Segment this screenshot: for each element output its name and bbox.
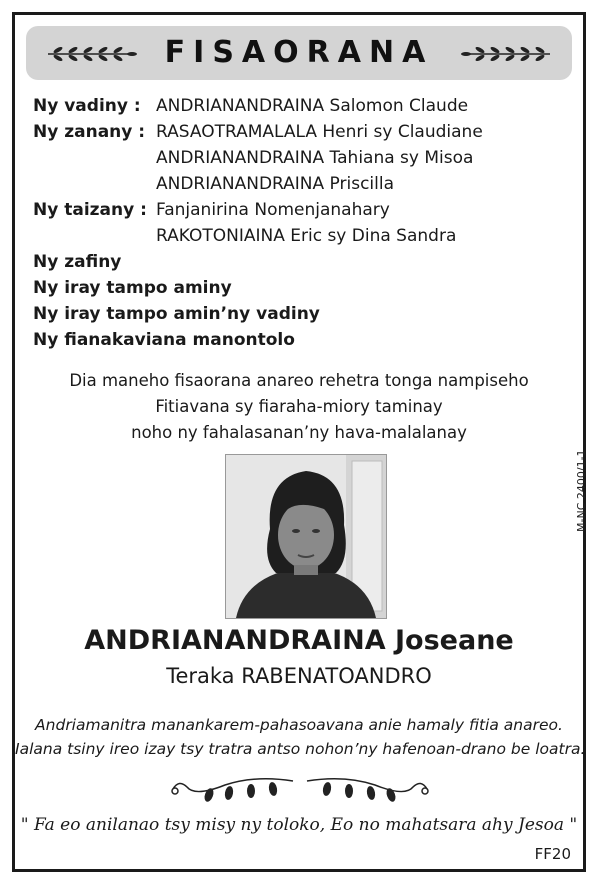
- prayer-line: Ialana tsiny ireo izay tsy tratra antso nohon’ny hafenoan-drano be loatra.: [15, 740, 586, 758]
- family-list: [33, 93, 573, 353]
- relatives-line: Ny fianakaviana manontolo: [33, 330, 295, 350]
- family-name: ANDRIANANDRAINA Priscilla: [156, 174, 395, 194]
- family-names: [156, 93, 573, 119]
- relatives-line: Ny iray tampo amin’ny vadiny: [33, 304, 320, 324]
- family-row-vadiny: [33, 93, 573, 119]
- family-name: ANDRIANANDRAINA Tahiana sy Misoa: [156, 148, 474, 168]
- family-label: Ny zanany :: [33, 122, 146, 142]
- thanks-line: Dia maneho fisaorana anareo rehetra tonga nampiseho: [69, 371, 529, 390]
- family-names: [156, 119, 573, 197]
- deceased-photo: [225, 454, 387, 619]
- bible-verse: " Fa eo anilanao tsy misy ny toloko, Eo no mahatsara ahy Jesoa ": [20, 815, 578, 835]
- notice-frame: [12, 12, 586, 872]
- family-name: ANDRIANANDRAINA Salomon Claude: [156, 96, 469, 116]
- prayer-paragraph: [15, 713, 586, 761]
- family-name: RASAOTRAMALALA Henri sy Claudiane: [156, 122, 483, 142]
- vine-ornament-icon: [165, 771, 435, 805]
- thanks-line: noho ny fahalasanan’ny hava-malalanay: [131, 423, 467, 442]
- thanks-line: Fitiavana sy fiaraha-miory taminay: [155, 397, 443, 416]
- laurel-branch-right-icon: [460, 46, 552, 62]
- family-label: Ny taizany :: [33, 200, 147, 220]
- relatives-line: Ny iray tampo aminy: [33, 278, 232, 298]
- family-row-zanany: [33, 119, 573, 197]
- thanks-paragraph: [15, 368, 583, 446]
- family-name: RAKOTONIAINA Eric sy Dina Sandra: [156, 226, 457, 246]
- deceased-name: ANDRIANANDRAINA Joseane: [84, 625, 514, 656]
- side-code: M-NC 2400/1-1: [575, 449, 588, 532]
- family-name: Fanjanirina Nomenjanahary: [156, 200, 390, 220]
- family-label: Ny vadiny :: [33, 96, 141, 116]
- prayer-line: Andriamanitra manankarem-pahasoavana anie hamaly fitia anareo.: [35, 716, 563, 734]
- relatives-line: Ny zafiny: [33, 252, 122, 272]
- family-row-taizany: [33, 197, 573, 249]
- title-banner: [26, 26, 572, 80]
- maiden-name: Teraka RABENATOANDRO: [166, 664, 432, 688]
- reference-code: FF20: [534, 845, 571, 863]
- page-title: FISAORANA: [164, 35, 434, 70]
- family-names: [156, 197, 573, 249]
